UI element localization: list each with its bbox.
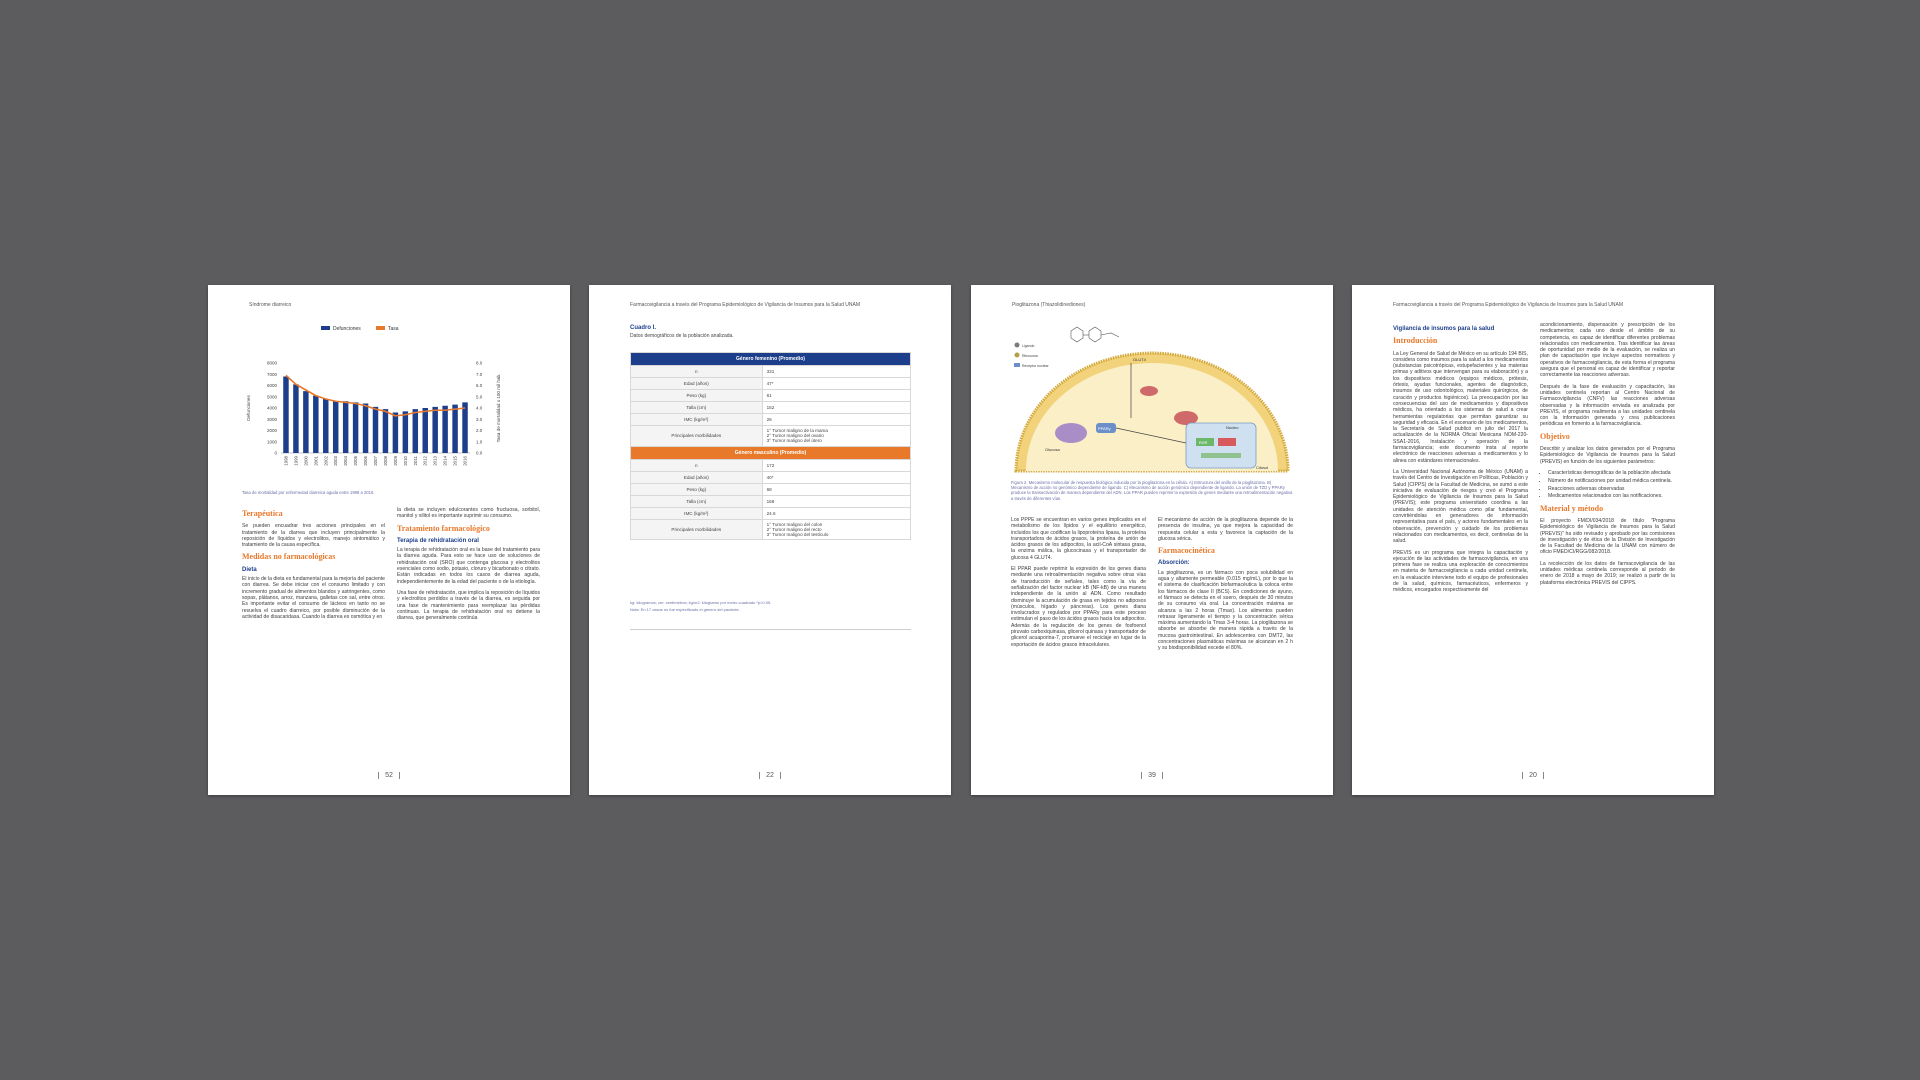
heading-farmacocinetica: Farmacocinética (1158, 546, 1215, 556)
divider (630, 629, 911, 630)
bar (423, 408, 428, 453)
tasa-line (286, 375, 465, 416)
table-section-header (631, 446, 911, 459)
bar (363, 404, 368, 454)
paragraph: Describir y analizar los datos generados por el Programa Epidemiológico de Vigilancia de Insumos para la Salud (PREVIS) en función de los siguientes parámetros: (1540, 446, 1675, 465)
morbidity-item: 3° Tumor maligno del testículo (766, 532, 829, 538)
morbidity-item: 2° Tumor maligno del ovario (766, 433, 824, 439)
paragraph: Se pueden encuadrar tres acciones principales en el tratamiento de la diarrea que incluyen principalmente la reposición de líquidos y electrolitos, manejo sintomático y tratamiento de la causa específica. (242, 523, 385, 549)
row-label: IMC (kg/m²) (631, 507, 763, 519)
objectives-list (1540, 470, 1675, 500)
running-head: Farmacovigilancia a través del Programa Epidemiológico de Vigilancia de Insumos para la Salud UNAM (1393, 302, 1624, 308)
row-label: Peso (kg) (631, 390, 763, 402)
list-item: • Número de notificaciones por unidad médica centinela. (1548, 478, 1675, 484)
demographics-table (630, 352, 911, 540)
header-cell: Género femenino (Promedio) (631, 353, 911, 366)
svg-text:Ribosoma: Ribosoma (1022, 354, 1038, 358)
x-tick-label: 2000 (303, 456, 309, 466)
bar (313, 396, 318, 453)
x-tick-label: 2001 (313, 456, 319, 466)
row-value: 26 (762, 414, 910, 426)
figure-svg (1011, 323, 1293, 473)
molecule-structure-icon (1071, 327, 1119, 342)
page-number-text: 52 (378, 772, 400, 779)
heading-vigilancia: Vigilancia de insumos para la salud (1393, 326, 1495, 332)
table-row (631, 471, 911, 483)
bar (343, 401, 348, 453)
table-row (631, 459, 911, 471)
x-tick-label: 2016 (462, 456, 468, 466)
paragraph: PREVIS es un programa que integra la capacitación y ejecución de las actividades de farmacovigilancia, en una primera fase se realiza una exploración de conocimientos en materia de farmacovigilancia a cada unidad centinela, en la evaluación interviene todo el equipo de profesionales de la salud, químicos, farmacéuticos, enfermeros y médicos, encargados respectivamente del (1393, 549, 1528, 594)
left-column (242, 505, 385, 625)
legend-label: Defunciones (333, 326, 361, 332)
x-tick-label: 2009 (392, 456, 398, 466)
cell-mechanism-figure (1011, 323, 1293, 473)
x-tick-label: 2010 (402, 456, 408, 466)
x-tick-label: 2002 (323, 456, 329, 466)
y2-tick-label: 1.0 (476, 439, 483, 445)
right-column (397, 507, 540, 626)
row-value: 47* (762, 378, 910, 390)
paragraph: La Ley General de Salud de México en su artículo 194 BIS, considera como insumos para la salud a los medicamentos (substancias psicotrópicas, estupefacientes y las materias primas y aditivos que intervengan para su elaboración) y a los dispositivos médicos (equipos médicos, prótesis, órtesis, ayudas funcionales, agentes de diagnóstico, insumos de uso odontológico, materiales quirúrgicos, de curación y productos higiénicos). La preocupación por las consecuencias del uso de medicamentos y dispositivos médicos, ha orientado a los sistemas de salud a crear herramientas regulatorias que permitan garantizar su seguridad y eficacia. En el escenario de los medicamentos, la Secretaría de Salud publicó en julio del 2017 la actualización de la NORMA Oficial Mexicana NOM-220-SSA1-2016, Instalación y operación de la farmacovigilancia; este documento insta al reporte electrónico de reacciones adversas a medicamentos y lo alinea con estándares internacionales. (1393, 350, 1528, 464)
paragraph: El proyecto FM/DI/034/2018 de título "Programa Epidemiológico de Vigilancia de Insumos para la Salud (PREVIS)" ha sido revisado y aprobado por las comisiones de investigación y de ética de la División de Investigación de la Facultad de Medicina de la UNAM con número de oficio FMED/CI/RGG/082/2018. (1540, 517, 1675, 556)
paragraph: El PPAR puede reprimir la expresión de los genes diana mediante una retroalimentación negativa sobre otras vías de transducción de señales, tales como la vía de señalización del factor nuclear kB (NF-kB) de una manera independiente de la unión al ADN. Como resultado disminuye la acumulación de grasa en tejidos no adiposos (músculos, hígado y páncreas). Los genes diana involucrados y regulados por PPARγ para este proceso estimulan el paso de los ácidos grasos hacia los adipocitos. Además de la regulación de los genes de fosfoenol piruvato carboxiquinasa, glicerol quinasa y transportador de glicerol acuaporina-7, promueve el reciclaje en lugar de la exportación de ácidos grasos intracelulares. (1011, 566, 1146, 648)
table-row (631, 426, 911, 447)
table-row (631, 402, 911, 414)
legend-label: Tasa (388, 326, 399, 332)
paragraph: La pioglitazona, es un fármaco con poca solubilidad en agua y altamente permeable (0.015 mg/mL), por lo que la el sistema de clasificación biofarmacéutica la coloca entre los fármacos de clase II (BCS). En condiciones de ayuno, el fármaco se detecta en el suero, después de 30 minutos de su consumo vía oral. La concentración máxima se alcanza a las 2 horas (Tmax). Los alimentos pueden retrasar ligeramente el tiempo y la concentración sérica máxima aumentando la Tmax 3-4 horas. La pioglitazona se absorbe se absorbe de manera rápida a través de la mucosa gastrointestinal. En adolescentes con DMT2, las concentraciones plasmáticas máximas se alcanzan en 2 h y su biodisponibilidad excede el 80%. (1158, 569, 1293, 652)
bar (373, 407, 378, 453)
svg-text:Núcleo: Núcleo (1226, 425, 1239, 430)
svg-text:Ligando: Ligando (1022, 344, 1035, 348)
heading-terapeutica: Terapéutica (242, 509, 283, 518)
y2-tick-label: 0.0 (476, 450, 483, 456)
table-row (631, 414, 911, 426)
y2-tick-label: 7.0 (476, 371, 483, 377)
right-column (1158, 517, 1293, 657)
page-number (589, 772, 951, 779)
row-value: 40* (762, 471, 910, 483)
running-head: Síndrome diarreico (249, 302, 292, 308)
bar (452, 405, 457, 453)
page-52 (208, 285, 570, 795)
paragraph: acondicionamiento, dispensación y prescripción de los medicamentos; cada uno desde el ámbito de su competencia, es capaz de identificar diferentes problemas relacionados con medicamentos. Tras identificar las áreas de oportunidad por medio de la evaluación, se realiza un plan de capacitación que incluye aspectos normativos y operativos de farmacovigilancia, de esta forma el programa asegura que el personal es capaz de identificar y reportar correctamente las reacciones adversas. (1540, 322, 1675, 379)
table-row (631, 483, 911, 495)
header-cell: Género masculino (Promedio) (631, 446, 911, 459)
morbidity-item: 1° Tumor maligno del colon (766, 521, 823, 527)
y-tick-label: 2000 (266, 428, 277, 434)
footnote: kg: kilogramos; cm: centímetros; kg/m2: kilogramo por metro cuadrado *p<0.05. (630, 600, 772, 605)
bar (393, 413, 398, 454)
row-label: IMC (kg/m²) (631, 414, 763, 426)
bar (442, 406, 447, 453)
heading-medidas: Medidas no farmacológicas (242, 552, 336, 562)
x-tick-label: 2007 (373, 456, 378, 466)
row-label: Edad (años) (631, 471, 763, 483)
table-row (631, 378, 911, 390)
paragraph: La Universidad Nacional Autónoma de México (UNAM) a través del Centro de Investigación en Políticas, Población y Salud (CIPPS) de la Facultad de Medicina, se sumó a este iniciativa de evaluación de riesgos y creó el Programa Epidemiológico de Vigilancia de Insumos para la Salud (PREVIS); este programa universitario coordina a las unidades de atención médica como pilar fundamental, convirtiéndolas en generadores de información representativa para el país, y actores fundamentales en la observación, prevención y cuidado de los problemas relacionados con medicamentos, es decir, centinelas de la salud. (1393, 468, 1528, 545)
list-item: • Características demográficas de la población afectada (1548, 470, 1675, 476)
x-tick-label: 1999 (293, 456, 299, 466)
bar (432, 407, 437, 453)
row-label: Peso (kg) (631, 483, 763, 495)
bar (353, 402, 358, 453)
page-22 (589, 285, 951, 795)
page-number-text: 39 (1141, 772, 1163, 779)
bar (303, 391, 308, 453)
x-tick-label: 2005 (353, 456, 359, 466)
svg-text:Glucosa: Glucosa (1045, 447, 1060, 452)
y2-tick-label: 3.0 (476, 416, 483, 422)
table-subtitle: Datos demográficos de la población analizada. (630, 333, 734, 339)
bar (403, 411, 408, 453)
row-label: Principales morbilidades (631, 519, 763, 540)
y-tick-label: 8000 (266, 360, 277, 366)
bar (283, 377, 288, 454)
svg-text:Receptor nuclear: Receptor nuclear (1022, 364, 1049, 368)
row-label: n (631, 459, 763, 471)
svg-text:PPARγ: PPARγ (1098, 426, 1111, 431)
legend-swatch-tasa (376, 326, 385, 330)
y-tick-label: 0 (274, 450, 277, 456)
heading-material: Material y método (1540, 503, 1604, 513)
bar (293, 384, 298, 453)
row-label: Edad (años) (631, 378, 763, 390)
left-column (1393, 322, 1528, 599)
x-tick-label: 2012 (422, 456, 428, 466)
y2-axis-label: Tasa de mortalidad x 100 mil hab. (496, 373, 501, 443)
heading-terapia: Terapia de rehidratación oral (397, 537, 479, 544)
row-value (762, 426, 910, 447)
bar (383, 409, 388, 453)
x-tick-label: 1998 (283, 456, 289, 466)
morbidity-item: 1° Tumor maligno de la mama (766, 428, 828, 433)
heading-dieta: Dieta (242, 566, 257, 573)
paragraph: La terapia de rehidratación oral es la base del tratamiento para la diarrea aguda. Para esto se hace uso de soluciones de rehidratación oral (SRO) que contenga glucosa y electrolitos esenciales como sodio, potasio, cloruro y bicarbonato o citrato. Están indicadas en todos los casos de diarrea aguda, independientemente de la edad del paciente o de la etiología. (397, 547, 540, 585)
row-value: 152 (762, 402, 910, 414)
running-head: Pioglitazona (Thiazolidinediones) (1012, 302, 1086, 308)
left-column (1011, 517, 1146, 653)
page-number-text: 20 (1522, 772, 1544, 779)
y-tick-label: 5000 (266, 394, 277, 400)
x-tick-label: 2003 (333, 456, 339, 466)
y2-tick-label: 8.0 (476, 360, 483, 366)
table-row (631, 495, 911, 507)
y2-tick-label: 6.0 (476, 383, 483, 389)
list-item: • Reacciones adversas observadas (1548, 486, 1675, 492)
morbidity-item: 3° Tumor maligno del útero (766, 438, 822, 444)
table-section-header (631, 353, 911, 366)
row-value: 24.6 (762, 507, 910, 519)
svg-text:Citosol: Citosol (1256, 465, 1269, 470)
row-value: 331 (762, 366, 910, 378)
bar (333, 401, 338, 453)
bar (413, 409, 418, 453)
row-label: Talla (cm) (631, 495, 763, 507)
y2-tick-label: 5.0 (476, 394, 483, 400)
paragraph: Después de la fase de evaluación y capacitación, las unidades centinela reportan al Centro Nacional de Farmacovigilancia (CNFV) las reacciones adversas observadas y la información enviada es analizada por PREVIS, el programa realimenta a las unidades centinela con la información generada y crea publicaciones periódicas en fomento a la farmacovigilancia. (1540, 383, 1675, 428)
svg-text:RXR: RXR (1199, 440, 1208, 445)
y-tick-label: 7000 (266, 371, 277, 377)
row-label: Talla (cm) (631, 402, 763, 414)
x-tick-label: 2013 (432, 456, 438, 466)
paragraph: Una fase de rehidratación, que implica la reposición de líquidos y electrolitos perdidos a través de la diarrea, es seguida por una fase de mantenimiento para reemplazar las pérdidas continuas. La terapia de rehidratación oral no detiene la diarrea, que generalmente continúa (397, 589, 540, 622)
row-label: Principales morbilidades (631, 426, 763, 447)
paragraph: Los PPPE se encuentran en varios genes implicados en el metabolismo de los lípidos y el equilibrio energético, incluidos los que codifican la lipoproteína lipasa, la proteína transportadora de ácidos grasos, la proteína de unión de ácidos grasos de los adipocitos, la acil-CoA sintasa grasa, la enzima málica, la glucocinasa y el transportador de glucosa 4 GLUT4. (1011, 517, 1146, 561)
y-axis-label: Defunciones (246, 395, 251, 421)
figure-legend (1014, 343, 1049, 369)
table-row (631, 390, 911, 402)
row-value: 172 (762, 459, 910, 471)
table-row (631, 507, 911, 519)
footnote: Nota: En 17 casos no fue especificado el género del paciente. (630, 607, 740, 612)
legend-swatch-defunciones (321, 326, 330, 330)
bar (323, 399, 328, 453)
y-tick-label: 4000 (266, 405, 277, 411)
paragraph: la dieta se incluyen edulcorantes como fructuosa, sorbitol, manitol y xilitol es importante suprimir su consumo. (397, 507, 540, 520)
y-tick-label: 1000 (266, 439, 277, 445)
row-value (762, 519, 910, 540)
chart-caption: Tasa de mortalidad por enfermedad diarreica aguda entre 1998 a 2016. (242, 490, 375, 495)
row-value: 168 (762, 495, 910, 507)
x-tick-label: 2006 (363, 456, 369, 466)
paragraph: La recolección de los datos de farmacovigilancia de las unidades médicas centinela corresponde al periodo de enero de 2018 a mayo de 2019; se realizó a partir de la plataforma electrónica PREVIS del CIPPS. (1540, 560, 1675, 586)
row-label: n (631, 366, 763, 378)
heading-introduccion: Introducción (1393, 336, 1438, 346)
page-39 (971, 285, 1333, 795)
page-number-text: 22 (759, 772, 781, 779)
table-row (631, 519, 911, 540)
y2-tick-label: 2.0 (476, 428, 483, 434)
table-row (631, 366, 911, 378)
y-tick-label: 6000 (266, 383, 277, 389)
x-tick-label: 2011 (412, 456, 418, 466)
x-tick-label: 2008 (382, 456, 388, 466)
row-value: 61 (762, 390, 910, 402)
paragraph: El inicio de la dieta es fundamental para la mejoría del paciente con diarrea. Se debe iniciar con el consumo limitado y con incremento gradual de alimentos blandos y astringentes, como sopas, plátanos, arroz, manzana, galletas con sal, entre otros. Es importante evitar el consumo de lácteos en tanto no se resuelva el cuadro diarreico, por posible disminución de la actividad de disacaridasa. Cuando la diarrea es osmótica y en (242, 576, 385, 620)
right-column (1540, 322, 1675, 591)
mortality-chart (228, 325, 558, 495)
heading-objetivo: Objetivo (1540, 431, 1570, 441)
x-tick-label: 2014 (442, 456, 448, 466)
row-value: 68 (762, 483, 910, 495)
list-item: • Medicamentos relacionados con las notificaciones. (1548, 493, 1675, 499)
heading-absorcion: Absorción: (1158, 560, 1190, 567)
x-tick-label: 2015 (452, 456, 458, 466)
heading-tratamiento: Tratamiento farmacológico (397, 523, 490, 533)
page-20 (1352, 285, 1714, 795)
x-tick-label: 2004 (343, 456, 349, 466)
morbidity-item: 2° Tumor maligno del recto (766, 526, 822, 532)
y2-tick-label: 4.0 (476, 405, 483, 411)
page-number (1352, 772, 1714, 779)
page-number (208, 772, 570, 779)
svg-text:GLUT4: GLUT4 (1133, 357, 1146, 362)
chart-svg (228, 325, 558, 495)
paragraph: El mecanismo de acción de la pioglitazona depende de la presencia de insulina, ya que mejora la capacidad de respuesta celular a esta y favorece la captación de la glucosa sérica. (1158, 517, 1293, 542)
figure-caption: Figura 2. Mecanismo molecular de respuesta biológica inducida por la pioglitazona en la célula. A) Estructura del anillo de la pioglitazona. B) Mecanismo de acción no genómico dependiente de ligando. C) Mecanismo de acción genómico dependiente de ligando. La unión de TZD y PPARγ produce la transactivación de manera dependiente del ADN. Los PPAR pueden reprimir la expresión de genes mediante una retroalimentación negativa a través de diferentes vías. (1011, 480, 1293, 501)
table-title: Cuadro I. (630, 325, 657, 331)
running-head: Farmacovigilancia a través del Programa Epidemiológico de Vigilancia de Insumos para la Salud UNAM (630, 302, 861, 308)
bar (462, 402, 467, 453)
y-tick-label: 3000 (266, 416, 277, 422)
page-number (971, 772, 1333, 779)
